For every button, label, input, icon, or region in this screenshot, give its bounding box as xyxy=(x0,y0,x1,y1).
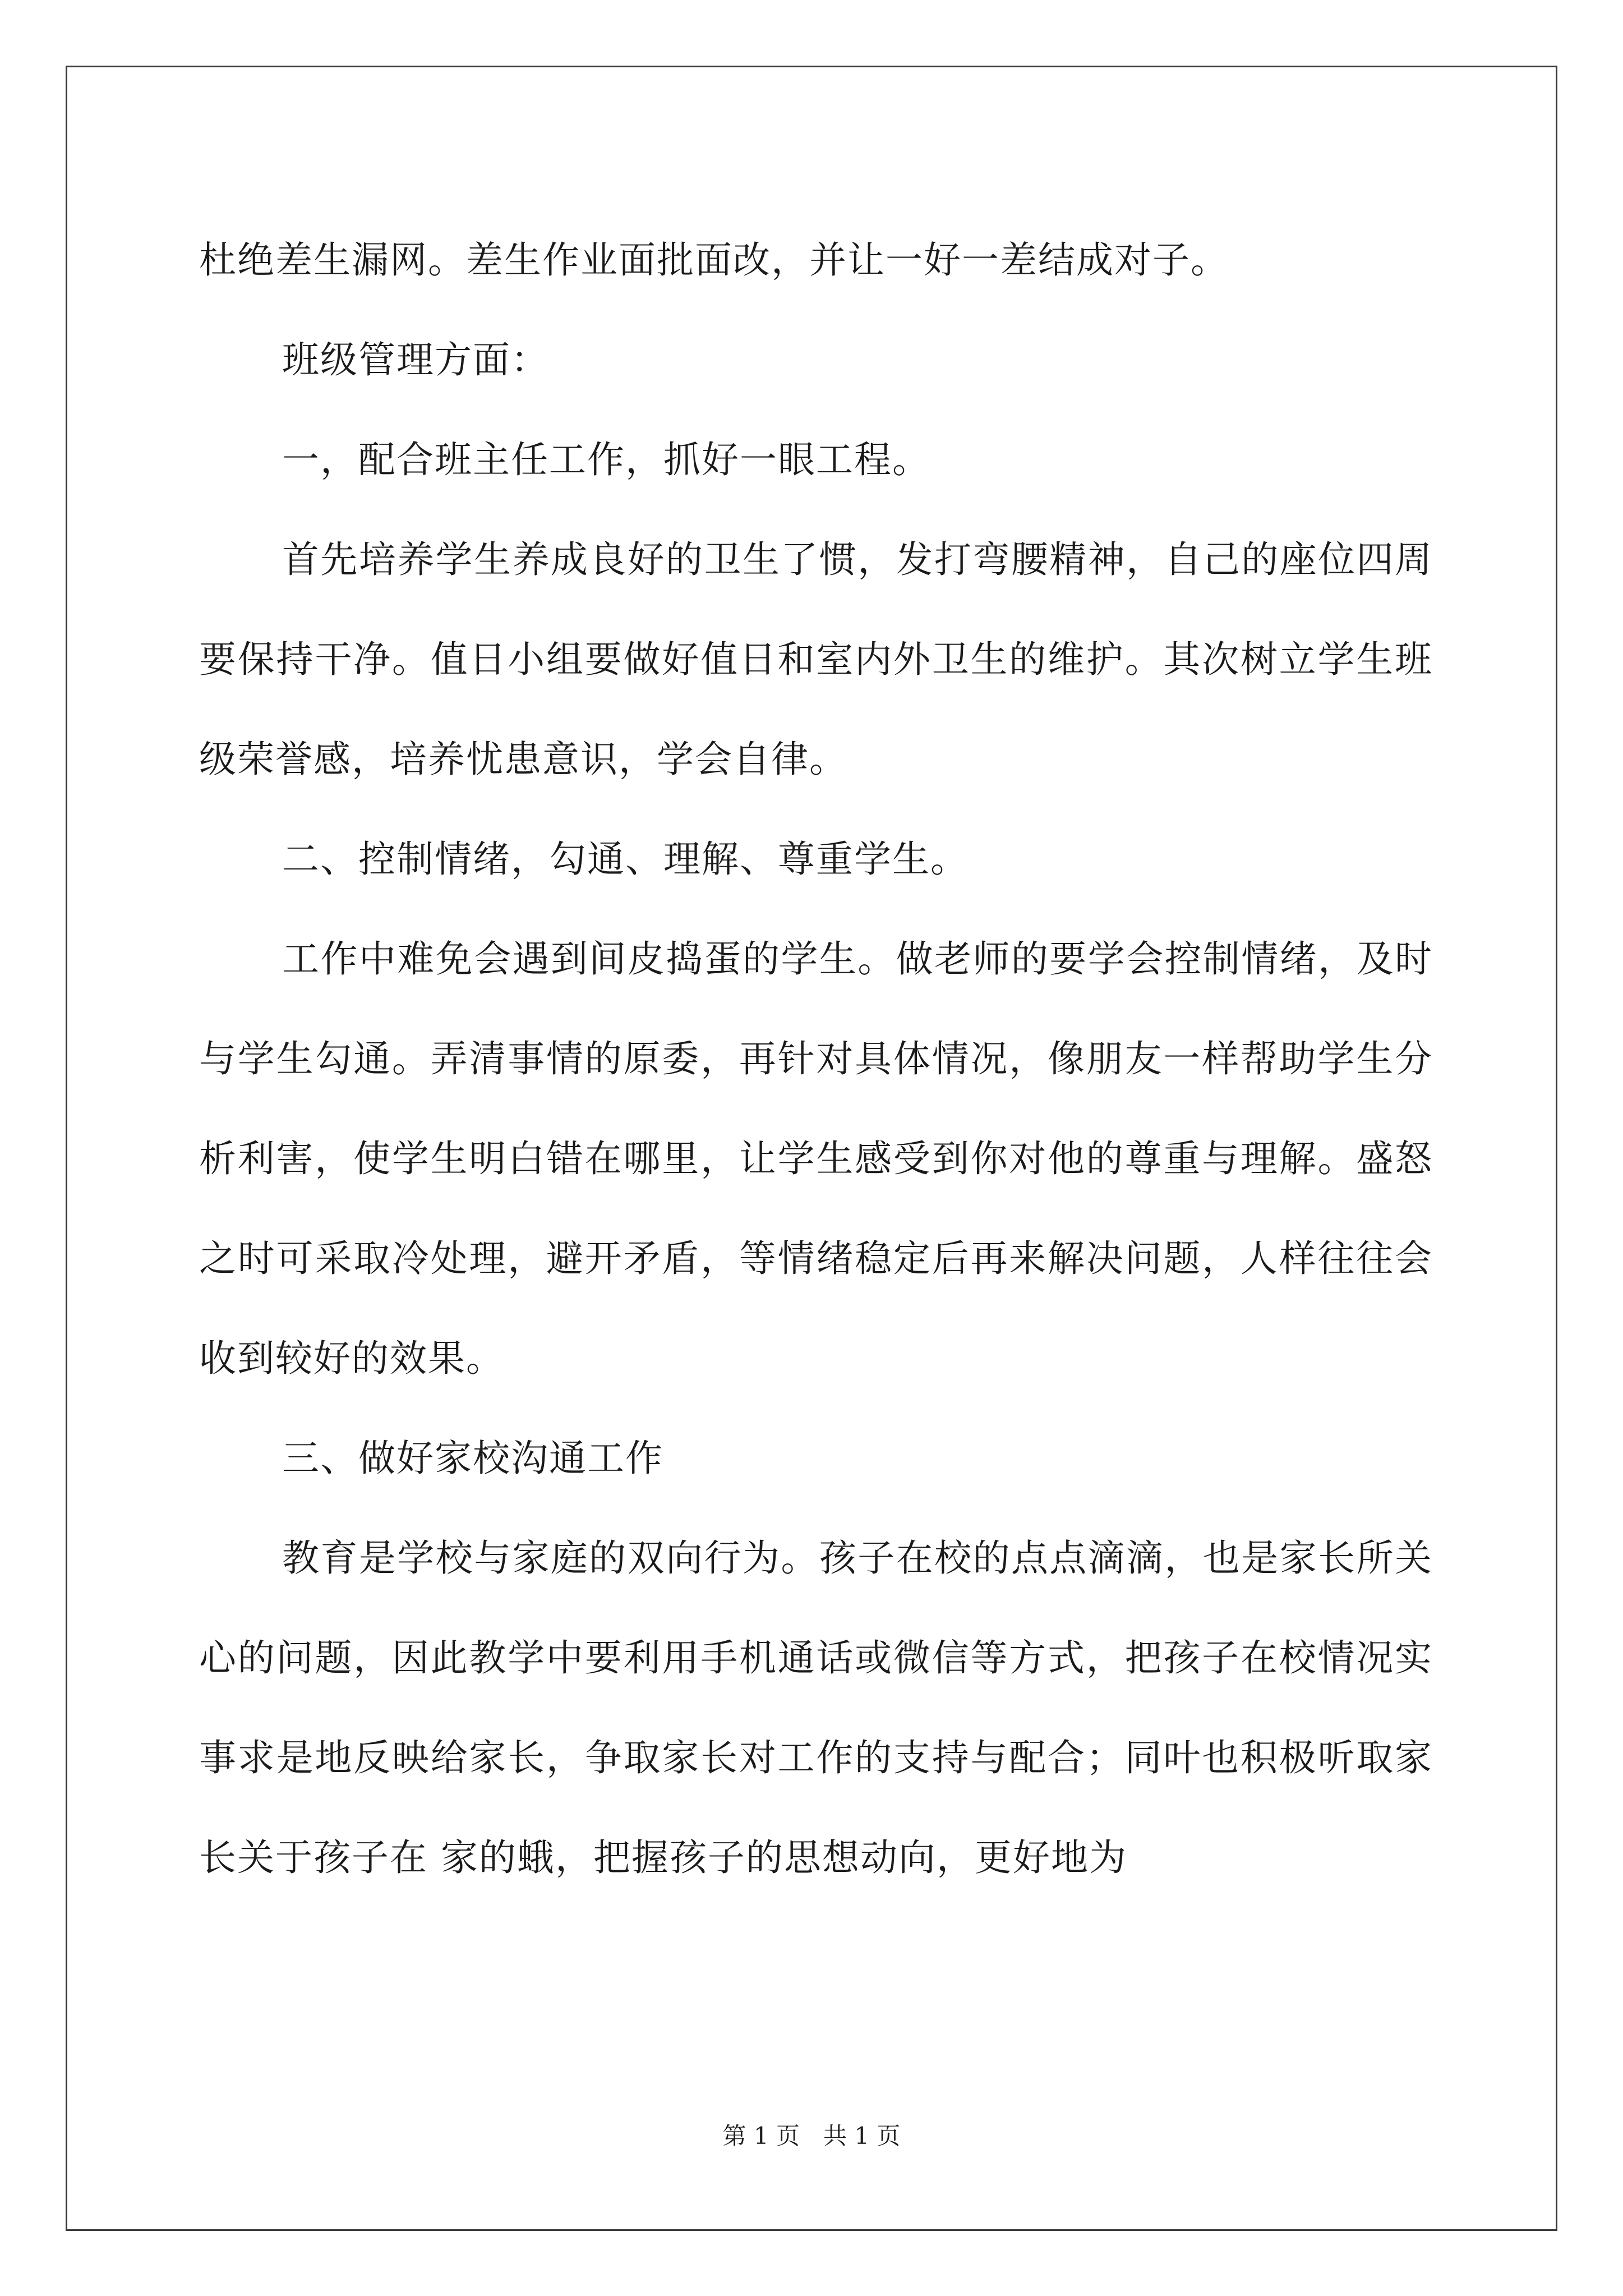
paragraph-1: 杜绝差生漏网。差生作业面批面改，并让一好一差结成对子。 xyxy=(199,238,1229,282)
heading-class-management: 班级管理方面： xyxy=(282,338,549,381)
document-body xyxy=(199,210,1433,1908)
paragraph-home-school: 教育是学校与家庭的双向行为。孩子在校的点点滴滴，也是家长所关心的问题，因此教学中要利用手机通话或微信等方式，把孩子在校情况实事求是地反映给家长，争取家长对工作的支持与配合；同叶也积极听取家长关于孩子在 家的蛾，把握孩子的思想动向，更好地为 xyxy=(199,1536,1433,1879)
page-number-footer: 第 1 页 共 1 页 xyxy=(722,2122,901,2150)
heading-section-two: 二、控制情绪，勾通、理解、尊重学生。 xyxy=(282,838,969,881)
heading-section-one: 一，配合班主任工作，抓好一眼工程。 xyxy=(282,438,930,481)
paragraph-hygiene: 首先培养学生养成良好的卫生了惯，发打弯腰精神，自己的座位四周要保持干净。值日小组要做好值日和室内外卫生的维护。其次树立学生班级荣誉感，培养忧患意识，学会自律。 xyxy=(199,538,1433,781)
paragraph-emotions: 工作中难免会遇到间皮捣蛋的学生。做老师的要学会控制情绪，及时与学生勾通。弄清事情的原委，再针对具体情况，像朋友一样帮助学生分析利害，使学生明白错在哪里，让学生感受到你对他的尊重与理解。盛怒之时可采取冷处理，避开矛盾，等情绪稳定后再来解决问题，人样往往会收到较好的效果。 xyxy=(199,937,1433,1380)
heading-section-three: 三、做好家校沟通工作 xyxy=(282,1437,663,1480)
